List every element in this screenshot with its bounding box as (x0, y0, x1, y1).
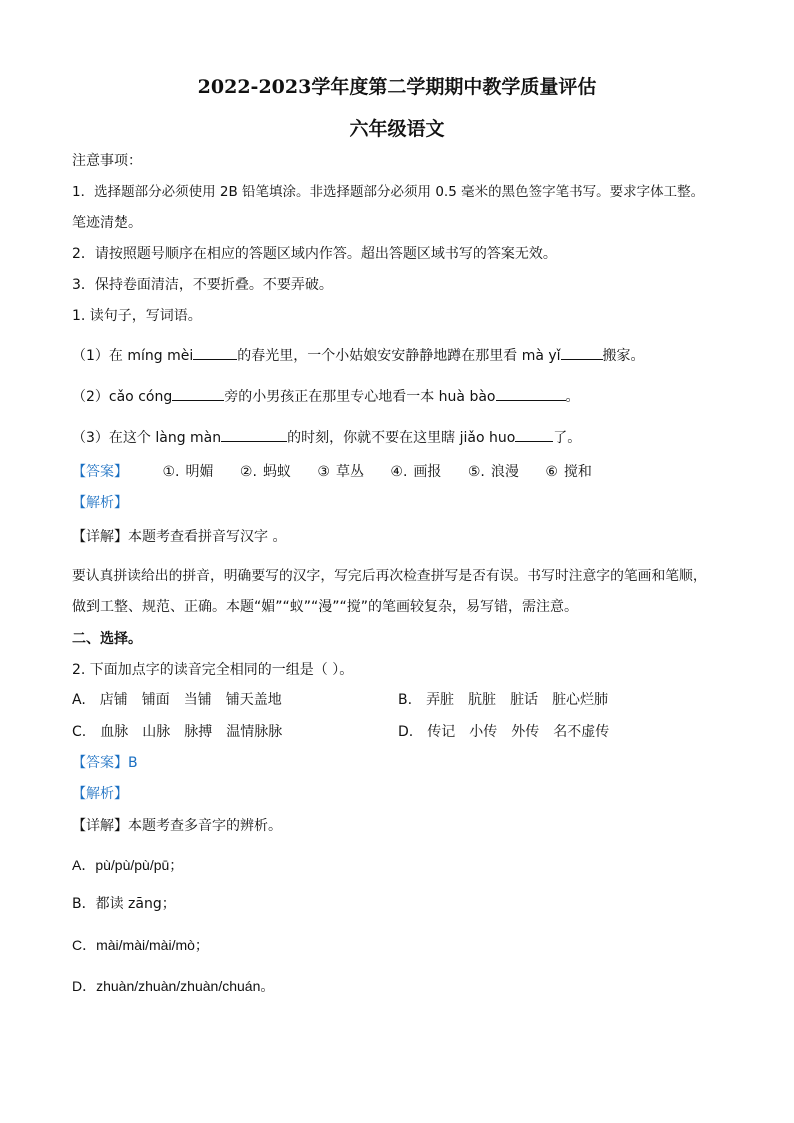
question-1-explanation-line-2: 做到工整、规范、正确。本题“媚”“蚁”“漫”“搅”的笔画较复杂，易写错，需注意。 (72, 599, 579, 615)
answer-item: ②. 蚂蚁 (239, 464, 291, 480)
question-1-answer (72, 462, 614, 482)
answer-item: ①. 明媚 (162, 464, 214, 480)
answer-blank[interactable] (561, 344, 603, 360)
answer-tag: 【答案】 (72, 464, 128, 480)
sentence-text: 的春光里，一个小姑娘安安静静地蹲在那里看 mà yǐ (237, 348, 561, 364)
answer-blank[interactable] (221, 426, 287, 442)
sentence-text: （2）cǎo cóng (72, 389, 173, 405)
answer-blank[interactable] (172, 385, 224, 401)
answer-blank[interactable] (496, 385, 566, 401)
question-2-stem: 2. 下面加点字的读音完全相同的一组是（ ）。 (72, 662, 354, 678)
option-d[interactable]: D. 传记 小传 外传 名不虚传 (398, 724, 610, 740)
question-2-analysis-tag: 【解析】 (72, 786, 128, 802)
answer-item: ④. 画报 (390, 464, 442, 480)
question-2-note-b: B．都读 zāng； (72, 896, 176, 912)
question-1-explanation-line-1: 要认真拼读给出的拼音，明确要写的汉字，写完后再次检查拼写是否有误。书写时注意字的笔画和笔顺， (72, 568, 707, 584)
option-c[interactable]: C. 血脉 山脉 脉搏 温情脉脉 (72, 724, 283, 740)
notice-item-1-cont: 笔迹清楚。 (72, 215, 142, 231)
question-1-stem: 1. 读句子，写词语。 (72, 308, 202, 324)
notice-item-1: 1．选择题部分必须使用 2B 铅笔填涂。非选择题部分必须用 0.5 毫米的黑色签字笔书写。要求字体工整。 (72, 184, 705, 200)
section-2-heading: 二、选择。 (72, 631, 142, 647)
question-2-options-row-1 (0, 690, 794, 710)
answer-item: ⑥ 搅和 (545, 464, 592, 480)
question-2-options-row-2 (0, 722, 794, 742)
notice-item-2: 2．请按照题号顺序在相应的答题区域内作答。超出答题区域书写的答案无效。 (72, 246, 557, 262)
question-1-sentence-1 (72, 344, 645, 366)
answer-blank[interactable] (515, 426, 553, 442)
sentence-text: 了。 (553, 430, 582, 446)
question-2-answer: 【答案】B (72, 755, 138, 771)
notice-item-3: 3．保持卷面清洁，不要折叠。不要弄破。 (72, 277, 333, 293)
page-title: 2022-2023学年度第二学期期中教学质量评估 (197, 76, 597, 98)
question-1-sentence-3 (72, 426, 581, 448)
option-b[interactable]: B. 弄脏 肮脏 脏话 脏心烂肺 (398, 692, 609, 708)
question-1-sentence-2 (72, 385, 580, 407)
question-2-note-c: C．mài/mài/mài/mò； (72, 937, 209, 953)
question-2-note-a: A．pù/pù/pù/pū； (72, 857, 184, 873)
notice-heading: 注意事项： (72, 153, 142, 169)
option-a[interactable]: A. 店铺 铺面 当铺 铺天盖地 (72, 692, 282, 708)
sentence-text: 的时刻，你就不要在这里瞎 jiǎo huo (287, 430, 516, 446)
question-1-detail: 【详解】本题考查看拼音写汉字 。 (72, 529, 287, 545)
sentence-text: （3）在这个 làng màn (72, 430, 222, 446)
question-1-analysis-tag: 【解析】 (72, 495, 128, 511)
answer-blank[interactable] (193, 344, 237, 360)
page-subtitle: 六年级语文 (349, 118, 445, 140)
sentence-text: （1）在 míng mèi (72, 348, 194, 364)
answer-item: ⑤. 浪漫 (467, 464, 519, 480)
question-2-detail: 【详解】本题考查多音字的辨析。 (72, 818, 282, 834)
sentence-text: 。 (565, 389, 580, 405)
sentence-text: 旁的小男孩正在那里专心地看一本 huà bào (224, 389, 496, 405)
question-2-note-d: D．zhuàn/zhuàn/zhuàn/chuán。 (72, 978, 275, 994)
answer-item: ③ 草丛 (317, 464, 364, 480)
sentence-text: 搬家。 (602, 348, 645, 364)
